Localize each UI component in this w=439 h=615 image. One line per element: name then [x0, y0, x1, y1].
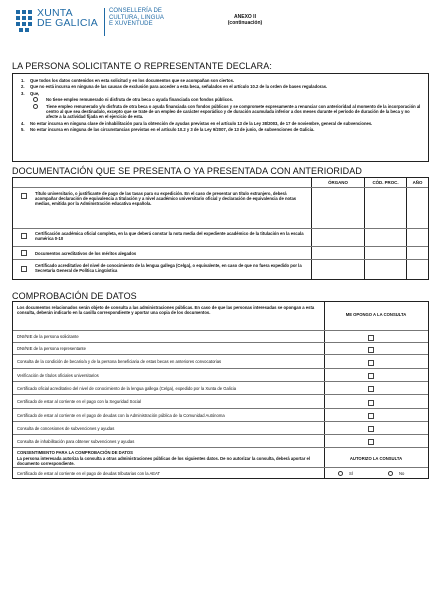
verification-intro-row: Los documentos relacionados serán objeto de consulta a las administraciones públicas. En caso de que las personas interesadas se opongan a esta consulta, deberán indicarlo en la casilla correspondiente y aportar una copia de los documentos. ME OPONGO A LA CONSULTA [13, 302, 428, 330]
code-cell[interactable] [364, 188, 365, 228]
consent-yes-label: SÍ [349, 471, 353, 476]
documentation-row: Certificado acreditativo del nivel de conocimiento de la lengua gallega (Celga), o equivalente, en caso de que no fuera expedido por la Secretaría General de Política Lingüística [13, 259, 428, 280]
option-radio[interactable] [33, 97, 38, 102]
organ-cell[interactable] [311, 229, 312, 246]
department-name: CONSELLERÍA DE CULTURA, LINGUA E XUVENTUDE [108, 8, 165, 28]
verification-row: Certificado oficial acreditativo del nivel de conocimiento de la lengua gallega (Celga), expedido por la Xunta de Galicia [13, 381, 428, 394]
declaration-item: 5. No estar incursa en ninguna de las circunstancias previstas en el artículo 10.2 y 3 de la Ley 9/2007, de 13 de junio, de subvenciones de Galicia. [21, 127, 315, 133]
organ-cell[interactable] [311, 260, 312, 280]
declaration-item: 4. No estar incursa en ninguna clase de inhabilitación para la obtención de ayudas previstas en el artículo 13 de la Ley 38/2003, de 17 de noviembre, general de subvenciones. [21, 120, 373, 126]
verification-row: DNI/NIE de la persona solicitante [13, 330, 428, 342]
col-oppose: ME OPONGO A LA CONSULTA [345, 312, 407, 317]
declaration-item: 2. Que no está incursa en ninguna de las causas de exclusión para acceder a esta beca, señalados en el artículo 10.2 de la orden de bases reguladoras. [21, 84, 328, 90]
consent-row: Certificado de estar al corriente en el pago de deudas tributarias con la AEAT SÍ No [13, 467, 428, 479]
document-checkbox[interactable] [21, 266, 27, 272]
verification-row: Certificado de estar al corriente en el pago con la Seguridad Social [13, 394, 428, 408]
oppose-checkbox[interactable] [368, 373, 374, 379]
year-cell[interactable] [406, 229, 407, 246]
consent-no-radio[interactable] [388, 471, 393, 476]
year-cell[interactable] [406, 247, 407, 259]
consent-no-label: No [399, 471, 405, 476]
section-declaration-title: LA PERSONA SOLICITANTE O REPRESENTANTE DECLARA: [12, 61, 272, 71]
consent-header-row [13, 447, 428, 467]
verification-row: Verificación de títulos oficiales universitarios [13, 368, 428, 381]
declaration-option: Tiene empleo remunerado y/o disfruta de otra beca o ayuda financiada con fondos públicos y se compromete expresamente a renunciar con anterioridad al momento de la incorporación al centro al que sea destinada/o, excepto que se trate de un empleo de carácter esporádico y de duración acumulada inferior a dos meses durante el período de duración de la beca y no afecte a la actividad fijada en el ejercicio de esta. [31, 104, 422, 119]
declaration-item: 3. Que, [21, 90, 40, 96]
section-verification-title: COMPROBACIÓN DE DATOS [12, 291, 137, 301]
consent-title: CONSENTIMIENTO PARA LA COMPROBACIÓN DE DATOS [17, 450, 133, 455]
verification-row: DNI/NIE de la persona representante [13, 342, 428, 354]
col-year: AÑO [406, 178, 428, 187]
oppose-checkbox[interactable] [368, 439, 374, 445]
col-code: CÓD. PROC. [364, 178, 406, 187]
documentation-table [12, 177, 429, 280]
verification-row: Consulta de inhabilitación para obtener subvenciones y ayudas [13, 434, 428, 447]
declaration-item: 1. Que todos los datos contenidos en esta solicitud y en los documentos que se acompañan son ciertos. [21, 78, 235, 83]
annex-label: ANEXO II (continuación) [227, 14, 263, 26]
col-organ: ÓRGANO [311, 178, 364, 187]
declaration-list [13, 74, 428, 135]
verification-table [12, 301, 429, 479]
code-cell[interactable] [364, 247, 365, 259]
xunta-name: XUNTA DE GALICIA [37, 7, 98, 29]
oppose-checkbox[interactable] [368, 400, 374, 406]
declaration-option: No tiene empleo remunerado ni disfruta de otra beca o ayuda financiada con fondos públicos. [31, 97, 422, 102]
organ-cell[interactable] [311, 247, 312, 259]
logo-divider [104, 8, 105, 36]
oppose-checkbox[interactable] [368, 386, 374, 392]
section-documentation-title: DOCUMENTACIÓN QUE SE PRESENTA O YA PRESENTADA CON ANTERIORIDAD [12, 166, 362, 176]
verification-row: Consulta de la condición de becario/a y de la persona beneficiaria de estas becas en anteriores convocatorias [13, 354, 428, 368]
document-checkbox[interactable] [21, 193, 27, 199]
verification-row: Certificado de estar al corriente en el pago de deudas con la Administración pública de la Comunidad Autónoma [13, 408, 428, 421]
oppose-checkbox[interactable] [368, 360, 374, 366]
option-radio[interactable] [33, 104, 38, 109]
declaration-box [12, 73, 429, 162]
documentation-row: Documentos acreditativos de los méritos alegados [13, 246, 428, 259]
document-checkbox[interactable] [21, 233, 27, 239]
organ-cell[interactable] [311, 188, 312, 228]
consent-text: La persona interesada autoriza la consulta a otras administraciones públicas de los siguientes datos. De no autorizar la consulta, deberá aportar el documento correspondiente. [17, 456, 310, 466]
code-cell[interactable] [364, 260, 365, 280]
document-header [14, 8, 426, 48]
consent-yes-radio[interactable] [338, 471, 343, 476]
oppose-checkbox[interactable] [368, 347, 374, 353]
document-checkbox[interactable] [21, 250, 27, 256]
year-cell[interactable] [406, 188, 407, 228]
code-cell[interactable] [364, 229, 365, 246]
xunta-seal-icon [14, 8, 34, 36]
year-cell[interactable] [406, 260, 407, 280]
oppose-checkbox[interactable] [368, 413, 374, 419]
xunta-logo [14, 8, 164, 36]
oppose-checkbox[interactable] [368, 335, 374, 341]
col-authorize: AUTORIZO LA CONSULTA [349, 456, 403, 461]
verification-row: Consulta de concesiones de subvenciones y ayudas [13, 421, 428, 434]
documentation-row: Certificación académica oficial completa, en la que deberá constar la nota media del expediente académico de la titulación en la escala numérica 0-10 [13, 228, 428, 246]
oppose-checkbox[interactable] [368, 426, 374, 432]
documentation-row: Título universitario, o justificante de pago de las tasas para su expedición. En el caso de presentar un título extranjero, deberá acompañar declaración de equivalencia a titulación y a nivel académico universitario oficial y declaración de equivalencia de notas medias, emitida por la Administración educativa española. [13, 187, 428, 228]
